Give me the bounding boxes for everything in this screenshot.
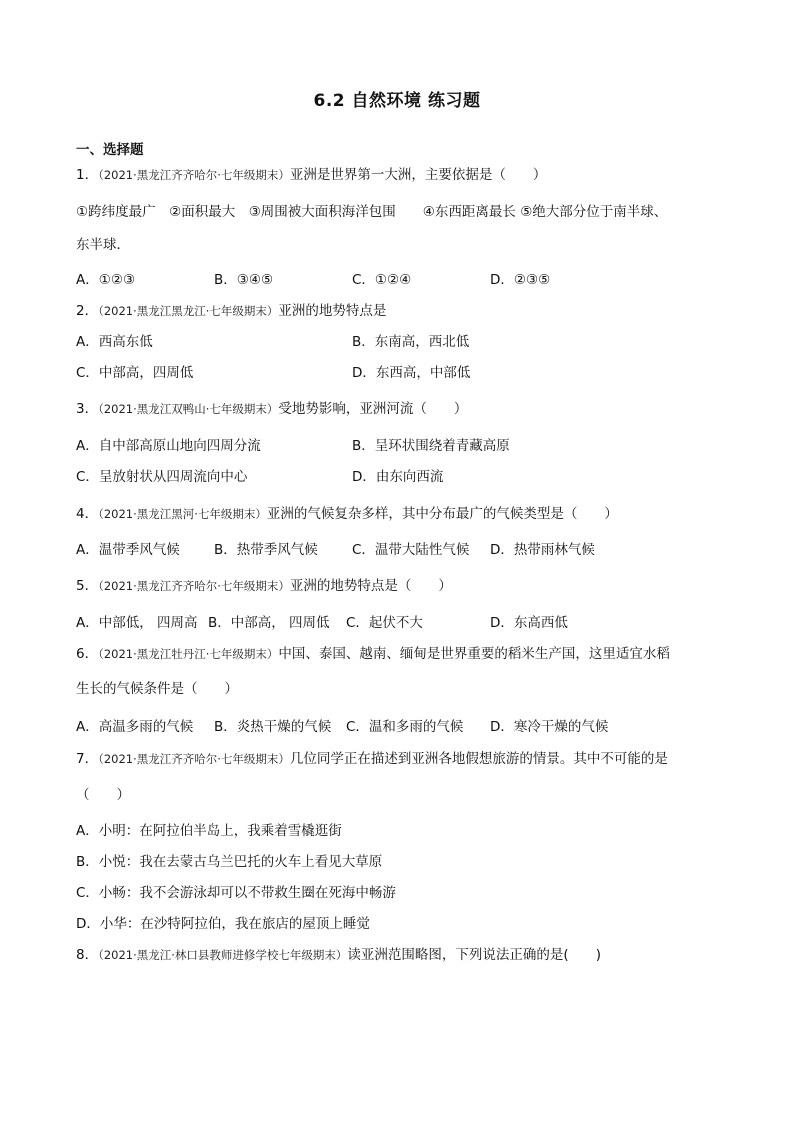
q3-option-d: D．由东向西流 — [352, 469, 444, 485]
question-7-stem-cont: （ ） — [76, 787, 130, 803]
question-stem: 亚洲的地势特点是（ ） — [289, 578, 452, 594]
question-1 — [76, 166, 546, 184]
question-6-stem-cont: 生长的气候条件是（ ） — [76, 681, 238, 697]
question-8 — [76, 946, 601, 964]
q2-option-a: A．西高东低 — [76, 334, 153, 350]
question-6 — [76, 645, 670, 663]
q1-option-c: C．①②④ — [352, 272, 412, 288]
question-source: （2021·黑龙江齐齐哈尔·七年级期末） — [98, 752, 290, 766]
question-source: （2021·黑龙江牡丹江·七年级期末） — [98, 647, 279, 661]
question-source: （2021·黑龙江齐齐哈尔·七年级期末） — [98, 579, 290, 593]
question-1-statements: ①跨纬度最广 ②面积最大 ③周围被大面积海洋包围 ④东西距离最长 ⑤绝大部分位于南半球、 — [76, 204, 668, 220]
q7-option-d: D．小华：在沙特阿拉伯，我在旅店的屋顶上睡觉 — [76, 916, 370, 932]
question-source: （2021·黑龙江双鸭山·七年级期末） — [98, 402, 279, 416]
question-number: 4． — [76, 506, 99, 522]
q5-option-b: B．中部高， 四周低 — [208, 615, 330, 631]
question-1-statements-cont: 东半球． — [76, 237, 130, 253]
q7-option-b: B．小悦：我在去蒙古乌兰巴托的火车上看见大草原 — [76, 854, 383, 870]
q7-option-c: C．小畅：我不会游泳却可以不带救生圈在死海中畅游 — [76, 885, 396, 901]
q2-option-b: B．东南高，西北低 — [352, 334, 470, 350]
question-stem: 几位同学正在描述到亚洲各地假想旅游的情景。其中不可能的是 — [289, 751, 668, 767]
question-2 — [76, 302, 386, 320]
q1-option-b: B．③④⑤ — [214, 272, 274, 288]
question-3 — [76, 400, 467, 418]
question-number: 3． — [76, 401, 99, 417]
q4-option-c: C．温带大陆性气候 — [352, 542, 470, 558]
q5-option-d: D．东高西低 — [490, 615, 568, 631]
q1-option-d: D．②③⑤ — [490, 272, 551, 288]
question-number: 2． — [76, 303, 99, 319]
question-stem: 读亚洲范围略图，下列说法正确的是( ) — [347, 947, 601, 963]
q5-option-a: A．中部低， 四周高 — [76, 615, 198, 631]
q2-option-c: C．中部高，四周低 — [76, 365, 194, 381]
q5-option-c: C．起伏不大 — [346, 615, 423, 631]
q6-option-a: A．高温多雨的气候 — [76, 719, 194, 735]
question-source: （2021·黑龙江黑河·七年级期末） — [98, 507, 267, 521]
q3-option-a: A．自中部高原山地向四周分流 — [76, 438, 261, 454]
q2-option-d: D．东西高，中部低 — [352, 365, 471, 381]
question-number: 6． — [76, 646, 99, 662]
question-stem: 亚洲的地势特点是 — [278, 303, 387, 319]
question-7 — [76, 750, 668, 768]
question-number: 5． — [76, 578, 99, 594]
q6-option-c: C．温和多雨的气候 — [346, 719, 464, 735]
question-4 — [76, 505, 618, 523]
question-stem: 受地势影响，亚洲河流（ ） — [278, 401, 468, 417]
section-heading: 一、选择题 — [76, 142, 144, 158]
q3-option-c: C．呈放射状从四周流向中心 — [76, 469, 248, 485]
question-stem: 中国、泰国、越南、缅甸是世界重要的稻米生产国，这里适宜水稻 — [278, 646, 670, 662]
q4-option-b: B．热带季风气候 — [214, 542, 318, 558]
question-5 — [76, 577, 452, 595]
question-stem: 亚洲的气候复杂多样，其中分布最广的气候类型是（ ） — [266, 506, 618, 522]
question-source: （2021·黑龙江·林口县教师进修学校七年级期末） — [98, 948, 348, 962]
question-number: 7． — [76, 751, 99, 767]
q6-option-d: D．寒冷干燥的气候 — [490, 719, 609, 735]
q4-option-d: D．热带雨林气候 — [490, 542, 595, 558]
q6-option-b: B．炎热干燥的气候 — [214, 719, 332, 735]
question-number: 1． — [76, 167, 99, 183]
question-number: 8． — [76, 947, 99, 963]
page-title: 6.2 自然环境 练习题 — [313, 91, 481, 111]
question-source: （2021·黑龙江黑龙江·七年级期末） — [98, 304, 279, 318]
question-source: （2021·黑龙江齐齐哈尔·七年级期末） — [98, 168, 290, 182]
q4-option-a: A．温带季风气候 — [76, 542, 180, 558]
question-stem: 亚洲是世界第一大洲，主要依据是（ ） — [289, 167, 547, 183]
q3-option-b: B．呈环状围绕着青藏高原 — [352, 438, 510, 454]
q7-option-a: A．小明：在阿拉伯半岛上，我乘着雪橇逛街 — [76, 823, 342, 839]
q1-option-a: A．①②③ — [76, 272, 136, 288]
